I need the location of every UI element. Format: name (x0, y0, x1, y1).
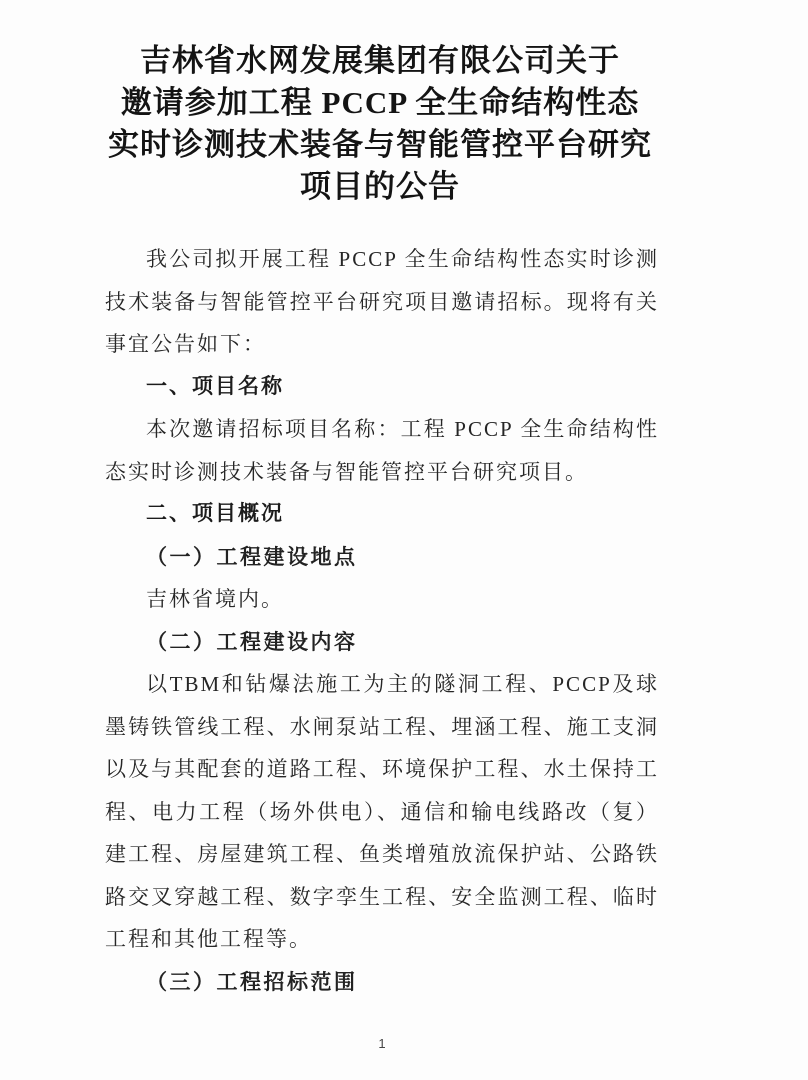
document-body (105, 238, 659, 1003)
section-2-heading: 二、项目概况 (146, 502, 284, 525)
section-1-heading: 一、项目名称 (146, 374, 284, 398)
section-2-sub-2-body: 以TBM和钻爆法施工为主的隧洞工程、PCCP及球墨铸铁管线工程、水闸泵站工程、埋涵工程、施工支洞以及与其配套的道路工程、环境保护工程、水土保持工程、电力工程（场外供电）、通信和输电线路改（复）建工程、房屋建筑工程、鱼类增殖放流保护站、公路铁路交叉穿越工程、数字孪生工程、安全监测工程、临时工程和其他工程等。 (105, 672, 659, 951)
document-title-line-1: 吉林省水网发展集团有限公司关于 (140, 43, 620, 78)
section-2-sub-1-body: 吉林省境内。 (146, 587, 284, 611)
intro-paragraph: 我公司拟开展工程 PCCP 全生命结构性态实时诊测技术装备与智能管控平台研究项目邀请招标。现将有关事宜公告如下： (105, 247, 659, 356)
document-title-line-3: 实时诊测技术装备与智能管控平台研究 (108, 127, 652, 162)
section-1-body: 本次邀请招标项目名称：工程 PCCP 全生命结构性态实时诊测技术装备与智能管控平台研究项目。 (105, 417, 659, 484)
document-title-line-2: 邀请参加工程 PCCP 全生命结构性态 (120, 85, 640, 120)
section-2-sub-3-heading: （三）工程招标范围 (146, 969, 358, 994)
document-title-line-4: 项目的公告 (300, 169, 460, 204)
section-2-sub-2-heading: （二）工程建设内容 (146, 629, 358, 654)
section-2-sub-1-heading: （一）工程建设地点 (146, 544, 358, 569)
document-title (100, 40, 660, 208)
page-number: 1 (378, 1036, 386, 1051)
